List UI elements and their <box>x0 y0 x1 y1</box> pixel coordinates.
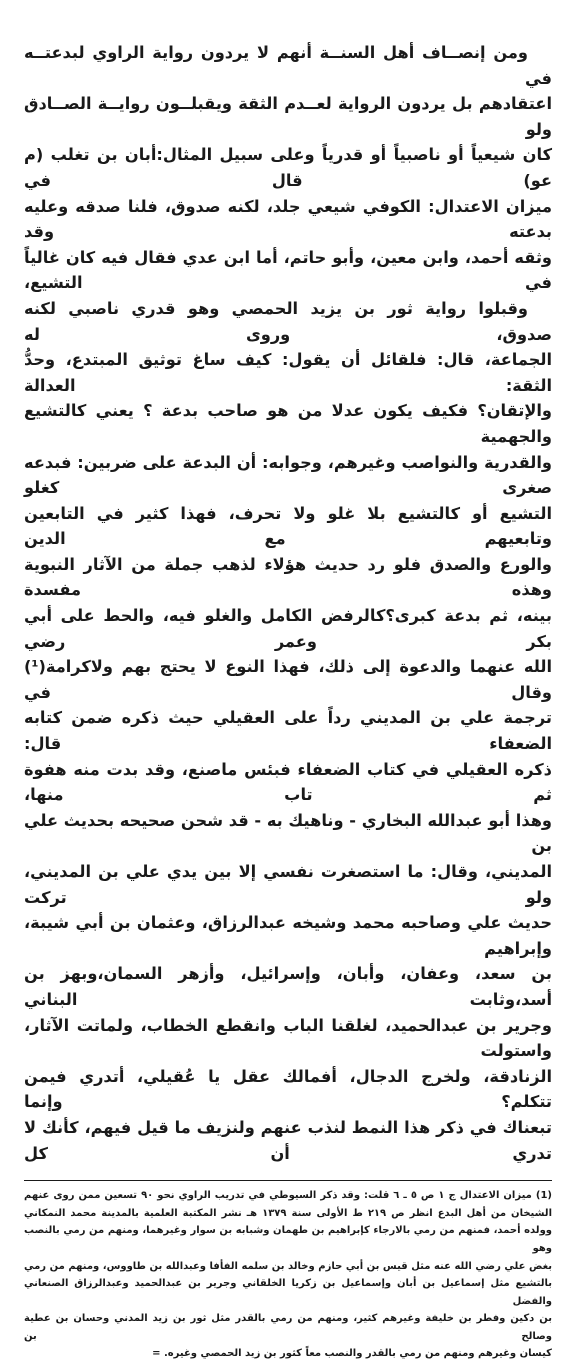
text-line: والقدرية والنواصب وغيرهم، وجوابه: أن البدعة على ضربين: فبدعه صغرى كغلو <box>24 452 552 498</box>
text-line: ومن إنصــاف أهل السنــة أنهم لا يردون رواية الراوي لبدعتــه في <box>24 43 552 88</box>
text-line: حديث علي وصاحبه محمد وشيخه عبدالرزاق، وعثمان بن أبي شيبة، وإبراهيم <box>24 913 552 958</box>
text-line: وقبلوا رواية ثور بن يزيد الحمصي وهو قدري ناصبي لكنه صدوق، وروى له <box>24 298 552 344</box>
text-line: تبعناك في ذكر هذا النمط لنذب عنهم ولنزيف ما قيل فيهم، كأنك لا تدري أن كل <box>24 1117 552 1163</box>
text-line: اعتقادهم بل يردون الرواية لعــدم الثقة ويقبلــون روايــة الصــادق ولو <box>24 94 552 139</box>
footnote-line: كيسان وغيرهم ومنهم من رمي بالقدر والنصب معاً كثور بن زيد الحمصي وغيره. = <box>152 1348 552 1360</box>
footnotes <box>24 1187 552 1363</box>
text-line: كان شيعياً أو ناصبياً أو قدرياً وعلى سبيل المثال:أبان بن تغلب (م عو) قال في <box>24 145 552 190</box>
main-text <box>24 40 552 1166</box>
text-line: وهذا أبو عبدالله البخاري - وناهيك به - قد شحن صحيحه بحديث علي بن <box>24 810 552 856</box>
text-line: وثقه أحمد، وابن معين، وأبو حاتم، أما ابن عدي فقال فيه كان غالياً في التشيع، <box>24 247 552 293</box>
text-line: بينه، ثم بدعة كبرى؟كالرفض الكامل والغلو فيه، والحط على أبي بكر وعمر رضي <box>24 606 552 651</box>
text-line: بن سعد، وعفان، وأبان، وإسرائيل، وأزهر السمان،وبهز بن أسد،وثابت البناني <box>24 964 552 1009</box>
footnote-line: بن دكين وفطر بن خليفة وغيرهم كثير، ومنهم من رمي بالقدر مثل ثور بن زيد المدني وحسان بن عطية وصالح بن <box>24 1313 552 1342</box>
text-line: المديني، وقال: ما استصغرت نفسي إلا بين يدي علي بن المديني، ولو تركت <box>24 862 552 907</box>
text-line: والورع والصدق فلو رد حديث هؤلاء لذهب جملة من الآثار النبوية وهذه مفسدة <box>24 554 552 600</box>
footnote-divider <box>24 1180 552 1181</box>
text-line: الله عنهما والدعوة إلى ذلك، فهذا النوع لا يحتج بهم ولاكرامة(¹) وقال في <box>24 657 552 702</box>
footnote-line: وولده أحمد، فمنهم من رمي بالارجاء كإبراهيم بن طهمان وشبابه بن سوار وغيرهما، ومنهم من رمي بالنصب وهو <box>24 1225 552 1254</box>
footnote-line: (1) ميزان الاعتدال ج ١ ص ٥ ـ ٦ قلت: وقد ذكر السيوطي في تدريب الراوي نحو ٩٠ تسعين ممن روى عنهم <box>24 1190 552 1202</box>
text-line: وجرير بن عبدالحميد، لغلقنا الباب وانقطع الخطاب، ولماتت الآثار، واستولت <box>24 1015 552 1061</box>
text-line: التشيع أو كالتشيع بلا غلو ولا تحرف، فهذا كثير في التابعين وتابعيهم مع الدين <box>24 503 552 549</box>
footnote-line: الشيخان من أهل البدع انظر ص ٢١٩ ط الأولى سنة ١٣٧٩ هـ نشر المكتبة العلمية بالمدينة محمد النمكاني <box>24 1207 552 1219</box>
text-line: ترجمة علي بن المديني رداً على العقيلي حيث ذكره ضمن كتابه الضعفاء قال: <box>24 708 552 754</box>
footnote-line: بالتشيع مثل إسماعيل بن أبان وإسماعيل بن زكريا الخلقاني وجرير بن عبدالحميد وعبدالرزاق الصنعاني والفضل <box>24 1278 552 1307</box>
text-line: ميزان الاعتدال: الكوفي شيعي جلد، لكنه صدوق، فلنا صدقه وعليه بدعته وقد <box>24 196 552 242</box>
text-line: الجماعة، قال: فلقائل أن يقول: كيف ساغ توثيق المبتدع، وحدُّ الثقة: العدالة <box>24 350 552 395</box>
text-line: والإتقان؟ فكيف يكون عدلا من هو صاحب بدعة ؟ يعني كالتشيع والجهمية <box>24 401 552 446</box>
text-line: ذكره العقيلي في كتاب الضعفاء فبئس ماصنع، وقد بدت منه هفوة ثم تاب منها، <box>24 759 552 805</box>
text-line: الزنادقة، ولخرج الدجال، أفمالك عقل يا عُقيلي، أتدري فيمن تتكلم؟ وإنما <box>24 1066 552 1112</box>
footnote-line: بغض علي رضي الله عنه مثل قيس بن أبي حازم وخالد بن سلمه الفأفا وعبدالله بن طاووس، ومنهم من رمي <box>24 1260 552 1272</box>
